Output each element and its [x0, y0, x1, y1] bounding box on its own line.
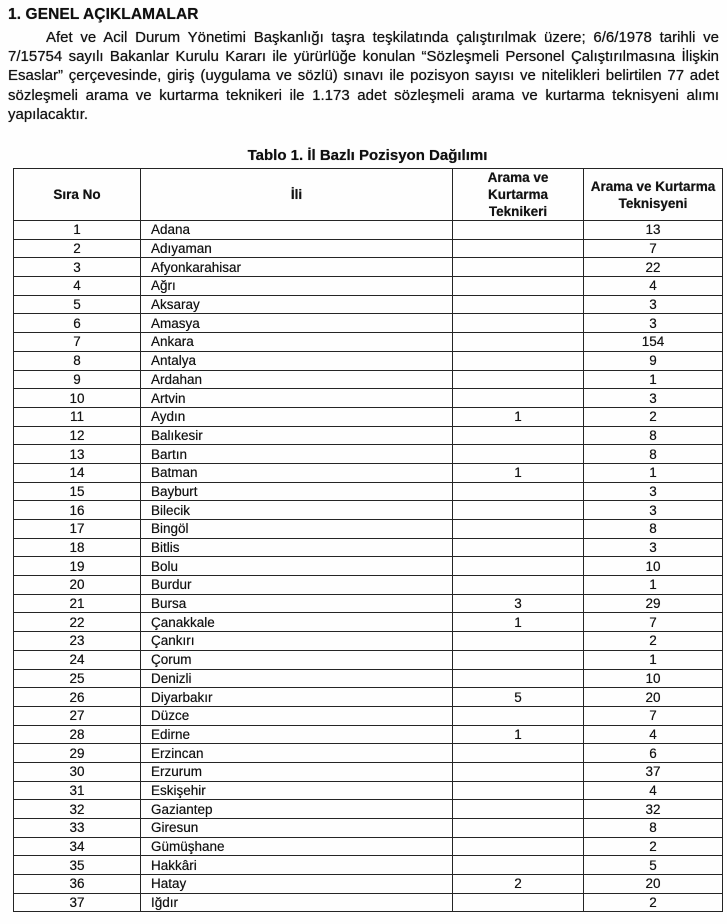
cell-no: 14 — [14, 463, 141, 482]
cell-teknikeri — [453, 669, 584, 688]
table-row — [14, 407, 723, 426]
cell-teknisyeni: 7 — [584, 613, 723, 632]
cell-teknikeri — [453, 482, 584, 501]
cell-il: Bitlis — [141, 538, 453, 557]
cell-no: 17 — [14, 520, 141, 539]
cell-no: 9 — [14, 370, 141, 389]
cell-no: 33 — [14, 819, 141, 838]
cell-teknisyeni: 4 — [584, 725, 723, 744]
cell-no: 23 — [14, 632, 141, 651]
cell-il: Bayburt — [141, 482, 453, 501]
cell-teknikeri — [453, 856, 584, 875]
table-title: Tablo 1. İl Bazlı Pozisyon Dağılımı — [247, 147, 488, 164]
cell-teknikeri — [453, 819, 584, 838]
cell-teknisyeni: 8 — [584, 445, 723, 464]
cell-teknisyeni: 1 — [584, 650, 723, 669]
cell-il: Artvin — [141, 389, 453, 408]
table-body — [14, 221, 723, 912]
cell-teknisyeni: 37 — [584, 762, 723, 781]
cell-teknisyeni: 3 — [584, 314, 723, 333]
cell-teknikeri — [453, 351, 584, 370]
cell-il: Hatay — [141, 875, 453, 894]
cell-teknisyeni: 4 — [584, 277, 723, 296]
cell-no: 20 — [14, 576, 141, 595]
cell-il: Aydın — [141, 407, 453, 426]
column-header-teknikeri: Arama ve Kurtarma Teknikeri — [453, 169, 584, 221]
cell-teknikeri — [453, 632, 584, 651]
cell-teknisyeni: 7 — [584, 706, 723, 725]
cell-teknikeri — [453, 837, 584, 856]
cell-il: Erzurum — [141, 762, 453, 781]
cell-il: Bolu — [141, 557, 453, 576]
cell-il: Adana — [141, 221, 453, 240]
table-row — [14, 800, 723, 819]
cell-teknisyeni: 29 — [584, 594, 723, 613]
cell-no: 32 — [14, 800, 141, 819]
table-row — [14, 557, 723, 576]
cell-il: Gaziantep — [141, 800, 453, 819]
cell-teknikeri — [453, 706, 584, 725]
cell-teknisyeni: 3 — [584, 501, 723, 520]
cell-teknikeri — [453, 426, 584, 445]
table-row — [14, 221, 723, 240]
cell-teknikeri: 1 — [453, 613, 584, 632]
cell-il: Bilecik — [141, 501, 453, 520]
cell-teknisyeni: 3 — [584, 482, 723, 501]
cell-teknikeri — [453, 370, 584, 389]
cell-teknisyeni: 20 — [584, 875, 723, 894]
cell-il: Gümüşhane — [141, 837, 453, 856]
table-row — [14, 520, 723, 539]
cell-il: Aksaray — [141, 295, 453, 314]
table-row — [14, 351, 723, 370]
cell-no: 10 — [14, 389, 141, 408]
cell-no: 19 — [14, 557, 141, 576]
cell-teknisyeni: 4 — [584, 781, 723, 800]
table-row — [14, 239, 723, 258]
cell-il: Antalya — [141, 351, 453, 370]
cell-teknikeri: 2 — [453, 875, 584, 894]
cell-il: Çanakkale — [141, 613, 453, 632]
cell-il: Bingöl — [141, 520, 453, 539]
table-row — [14, 837, 723, 856]
cell-no: 28 — [14, 725, 141, 744]
cell-teknikeri — [453, 520, 584, 539]
table-row — [14, 856, 723, 875]
cell-teknisyeni: 2 — [584, 893, 723, 912]
cell-teknisyeni: 9 — [584, 351, 723, 370]
table-row — [14, 445, 723, 464]
cell-il: Ankara — [141, 333, 453, 352]
cell-teknikeri — [453, 501, 584, 520]
table-row — [14, 744, 723, 763]
column-header-sira-no: Sıra No — [14, 169, 141, 221]
cell-no: 37 — [14, 893, 141, 912]
table-row — [14, 277, 723, 296]
cell-teknikeri — [453, 538, 584, 557]
table-row — [14, 426, 723, 445]
table-row — [14, 538, 723, 557]
table-row — [14, 893, 723, 912]
table-row — [14, 688, 723, 707]
cell-teknisyeni: 3 — [584, 389, 723, 408]
section-heading: 1. GENEL AÇIKLAMALAR — [8, 6, 199, 23]
cell-il: Giresun — [141, 819, 453, 838]
cell-teknisyeni: 154 — [584, 333, 723, 352]
table-row — [14, 389, 723, 408]
table-row — [14, 295, 723, 314]
table-header — [14, 169, 723, 221]
cell-teknisyeni: 20 — [584, 688, 723, 707]
cell-no: 21 — [14, 594, 141, 613]
cell-il: Hakkâri — [141, 856, 453, 875]
cell-no: 30 — [14, 762, 141, 781]
cell-il: Adıyaman — [141, 239, 453, 258]
cell-teknikeri — [453, 295, 584, 314]
table-row — [14, 706, 723, 725]
cell-no: 29 — [14, 744, 141, 763]
table-row — [14, 482, 723, 501]
table-row — [14, 463, 723, 482]
cell-no: 1 — [14, 221, 141, 240]
cell-teknikeri — [453, 221, 584, 240]
cell-teknisyeni: 8 — [584, 426, 723, 445]
cell-teknikeri — [453, 781, 584, 800]
table-row — [14, 632, 723, 651]
column-header-ili: İli — [141, 169, 453, 221]
cell-il: Burdur — [141, 576, 453, 595]
cell-il: Eskişehir — [141, 781, 453, 800]
cell-il: Ağrı — [141, 277, 453, 296]
cell-teknikeri: 1 — [453, 407, 584, 426]
cell-no: 22 — [14, 613, 141, 632]
cell-teknikeri: 1 — [453, 725, 584, 744]
cell-teknikeri — [453, 744, 584, 763]
cell-teknikeri — [453, 800, 584, 819]
cell-teknikeri — [453, 239, 584, 258]
cell-il: Çankırı — [141, 632, 453, 651]
table-header-row — [14, 169, 723, 221]
cell-teknikeri — [453, 557, 584, 576]
table-row — [14, 594, 723, 613]
cell-no: 27 — [14, 706, 141, 725]
cell-teknikeri — [453, 314, 584, 333]
cell-teknikeri: 5 — [453, 688, 584, 707]
cell-teknisyeni: 8 — [584, 819, 723, 838]
cell-no: 11 — [14, 407, 141, 426]
table-row — [14, 650, 723, 669]
cell-teknisyeni: 2 — [584, 632, 723, 651]
cell-il: Ardahan — [141, 370, 453, 389]
cell-teknisyeni: 3 — [584, 538, 723, 557]
cell-no: 7 — [14, 333, 141, 352]
cell-no: 36 — [14, 875, 141, 894]
table-row — [14, 333, 723, 352]
cell-teknisyeni: 10 — [584, 669, 723, 688]
cell-no: 25 — [14, 669, 141, 688]
cell-teknisyeni: 7 — [584, 239, 723, 258]
cell-teknikeri — [453, 650, 584, 669]
cell-teknikeri — [453, 258, 584, 277]
table-row — [14, 314, 723, 333]
cell-no: 31 — [14, 781, 141, 800]
cell-no: 26 — [14, 688, 141, 707]
cell-il: Batman — [141, 463, 453, 482]
cell-il: Çorum — [141, 650, 453, 669]
cell-teknisyeni: 22 — [584, 258, 723, 277]
cell-teknikeri — [453, 389, 584, 408]
cell-teknikeri — [453, 277, 584, 296]
cell-no: 15 — [14, 482, 141, 501]
cell-no: 13 — [14, 445, 141, 464]
table-row — [14, 258, 723, 277]
table-row — [14, 669, 723, 688]
cell-no: 12 — [14, 426, 141, 445]
cell-teknikeri: 3 — [453, 594, 584, 613]
table-row — [14, 501, 723, 520]
cell-no: 8 — [14, 351, 141, 370]
cell-teknikeri — [453, 893, 584, 912]
table-row — [14, 875, 723, 894]
cell-teknisyeni: 13 — [584, 221, 723, 240]
cell-teknisyeni: 1 — [584, 370, 723, 389]
cell-il: Edirne — [141, 725, 453, 744]
table-row — [14, 781, 723, 800]
cell-teknikeri — [453, 762, 584, 781]
cell-teknisyeni: 32 — [584, 800, 723, 819]
cell-teknisyeni: 3 — [584, 295, 723, 314]
cell-no: 24 — [14, 650, 141, 669]
cell-teknisyeni: 1 — [584, 576, 723, 595]
cell-no: 6 — [14, 314, 141, 333]
cell-il: Afyonkarahisar — [141, 258, 453, 277]
cell-no: 3 — [14, 258, 141, 277]
cell-no: 2 — [14, 239, 141, 258]
intro-paragraph: Afet ve Acil Durum Yönetimi Başkanlığı taşra teşkilatında çalıştırılmak üzere; 6/6/1978 tarihli ve 7/15754 sayılı Bakanlar Kurulu Kararı ile yürürlüğe konulan “Sözleşmeli Personel Çalıştırılmasına İlişkin Esaslar” çerçevesinde, giriş (uygulama ve sözlü) sınavı ile pozisyon sayısı ve nitelikleri belirtilen 77 adet sözleşmeli arama ve kurtarma teknikeri ile 1.173 adet sözleşmeli arama ve kurtarma teknisyeni alımı yapılacaktır. — [8, 29, 719, 123]
cell-il: Düzce — [141, 706, 453, 725]
cell-il: Erzincan — [141, 744, 453, 763]
cell-il: Denizli — [141, 669, 453, 688]
cell-no: 35 — [14, 856, 141, 875]
table-row — [14, 762, 723, 781]
cell-il: Iğdır — [141, 893, 453, 912]
cell-teknisyeni: 2 — [584, 837, 723, 856]
table-row — [14, 725, 723, 744]
cell-teknisyeni: 8 — [584, 520, 723, 539]
cell-il: Bartın — [141, 445, 453, 464]
cell-il: Bursa — [141, 594, 453, 613]
cell-teknikeri — [453, 576, 584, 595]
cell-no: 16 — [14, 501, 141, 520]
cell-teknisyeni: 6 — [584, 744, 723, 763]
cell-teknisyeni: 5 — [584, 856, 723, 875]
table-row — [14, 370, 723, 389]
cell-teknikeri — [453, 445, 584, 464]
cell-no: 5 — [14, 295, 141, 314]
cell-teknisyeni: 1 — [584, 463, 723, 482]
cell-il: Diyarbakır — [141, 688, 453, 707]
table-row — [14, 613, 723, 632]
cell-il: Balıkesir — [141, 426, 453, 445]
cell-teknikeri: 1 — [453, 463, 584, 482]
cell-teknisyeni: 10 — [584, 557, 723, 576]
position-table — [13, 168, 723, 912]
cell-no: 18 — [14, 538, 141, 557]
column-header-teknisyeni: Arama ve Kurtarma Teknisyeni — [584, 169, 723, 221]
table-row — [14, 819, 723, 838]
cell-teknisyeni: 2 — [584, 407, 723, 426]
cell-no: 4 — [14, 277, 141, 296]
cell-teknikeri — [453, 333, 584, 352]
table-row — [14, 576, 723, 595]
cell-il: Amasya — [141, 314, 453, 333]
cell-no: 34 — [14, 837, 141, 856]
